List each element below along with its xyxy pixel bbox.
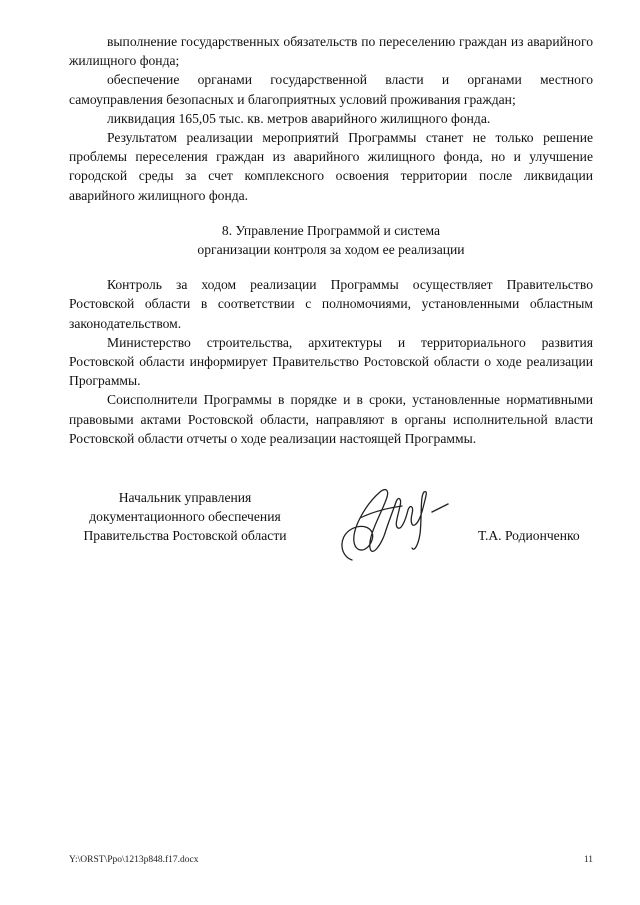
signatory-name: Т.А. Родионченко (478, 528, 580, 543)
paragraph: Министерство строительства, архитектуры и территориального развития Ростовской области информирует Правительство Ростовской области о ходе реализации Программы. (69, 334, 593, 389)
signatory-title-line-3: Правительства Ростовской области (83, 528, 287, 543)
paragraph: Соисполнители Программы в порядке и в сроки, установленные нормативными правовыми актами Ростовской области, направляют в органы исполнительной власти Ростовской области отчеты о ходе реализации настоящей Программы. (69, 392, 593, 446)
page-number: 11 (583, 855, 593, 865)
signatory-title (69, 488, 301, 545)
paragraph: выполнение государственных обязательств по переселению граждан из аварийного жилищного фонда; (69, 34, 593, 69)
signatory-title-line-1: Начальник управления (118, 490, 252, 505)
paragraph: ликвидация 165,05 тыс. кв. метров аварийного жилищного фонда. (107, 110, 491, 126)
file-path: Y:\ORST\Ppo\1213p848.f17.docx (69, 855, 199, 865)
signatory-title-line-2: документационного обеспечения (89, 509, 281, 524)
paragraph: Результатом реализации мероприятий Программы станет не только решение проблемы переселения граждан из аварийного жилищного фонда, но и улучшение городской среды за счет комплексного освоения территории после ликвидации аварийного жилищного фонда. (69, 130, 593, 203)
section-heading-line-1: 8. Управление Программой и система (221, 222, 441, 238)
handwritten-signature (336, 478, 454, 570)
paragraph: обеспечение органами государственной власти и органами местного самоуправления безопасных и благоприятных условий проживания граждан; (69, 72, 593, 107)
section-heading (69, 221, 593, 259)
section-heading-line-2: организации контроля за ходом ее реализации (197, 242, 465, 258)
document-body (69, 32, 593, 448)
paragraph: Контроль за ходом реализации Программы осуществляет Правительство Ростовской области в соответствии с полномочиями, установленными областным законодательством. (69, 277, 593, 331)
